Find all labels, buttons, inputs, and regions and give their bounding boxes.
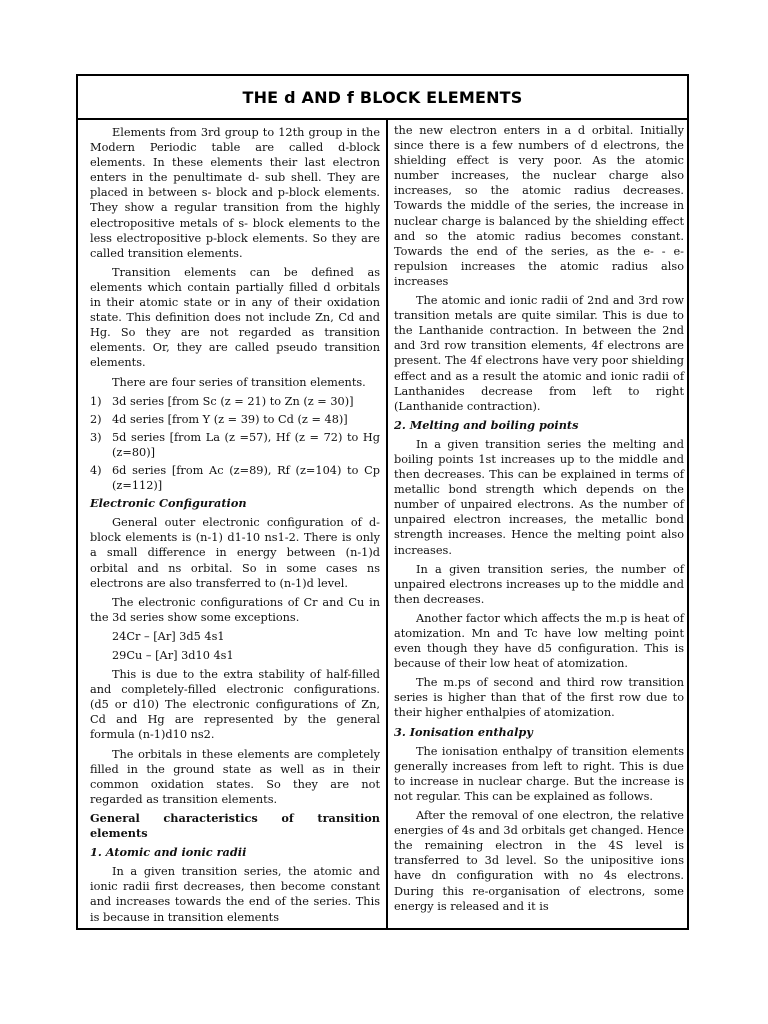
left-column xyxy=(90,125,380,929)
list-text: 5d series [from La (z =57), Hf (z = 72) to Hg (z=80)] xyxy=(112,430,380,459)
right-column xyxy=(394,123,684,918)
section-heading: Electronic Configuration xyxy=(90,496,247,511)
paragraph: General outer electronic configuration of d-block elements is (n-1) d1-10 ns1-2. There is only a small difference in energy between (n-1)d orbital and ns orbital. So in some cases ns electrons are also transferred to (n-1)d level. xyxy=(90,516,380,590)
list-number: 3) xyxy=(90,430,102,444)
section-heading: General characteristics of transition elements xyxy=(90,810,380,841)
list-item xyxy=(90,394,380,409)
title-bar xyxy=(78,76,687,120)
series-list xyxy=(90,394,380,494)
paragraph: The atomic and ionic radii of 2nd and 3rd row transition metals are quite similar. This is due to the Lanthanide contraction. In between the 2nd and 3rd row transition elements, 4f electrons are present. The 4f electrons have very poor shielding effect and as a result the atomic and ionic radii of Lanthanides decrease from left to right (Lanthanide contraction). xyxy=(394,294,684,413)
paragraph: The orbitals in these elements are completely filled in the ground state as well as in their common oxidation states. So they are not regarded as transition elements. xyxy=(90,747,380,806)
paragraph: Another factor which affects the m.p is heat of atomization. Mn and Tc have low melting point even though they have d5 configuration. This is because of their low heat of atomization. xyxy=(394,611,684,671)
list-text: 3d series [from Sc (z = 21) to Zn (z = 30)] xyxy=(112,394,354,408)
paragraph: This is due to the extra stability of half-filled and completely-filled electronic configurations. (d5 or d10) The electronic configurations of Zn, Cd and Hg are represented by the general formula (n-1)d10 ns2. xyxy=(90,668,380,742)
list-text: 6d series [from Ac (z=89), Rf (z=104) to Cp (z=112)] xyxy=(112,463,380,493)
paragraph: The m.ps of second and third row transition series is higher than that of the first row due to their higher enthalpies of atomization. xyxy=(394,676,684,720)
paragraph: the new electron enters in a d orbital. Initially since there is a few numbers of d electrons, the shielding effect is very poor. As the atomic number increases, the nuclear charge also increases, so the atomic radius decreases. Towards the middle of the series, the increase in nuclear charge is balanced by the shielding effect and so the atomic radius becomes constant. Towards the end of the series, as the e- - e- repulsion increases the atomic radius also increases xyxy=(394,124,684,288)
paragraph: Elements from 3rd group to 12th group in the Modern Periodic table are called d-block elements. In these elements their last electron enters in the penultimate d- sub shell. They are placed in between s- block and p-block elements. They show a regular transition from the highly electropositive metals of s- block elements to the less electropositive p-block elements. So they are called transition elements. xyxy=(90,126,380,260)
formula-cr: 24Cr – [Ar] 3d5 4s1 xyxy=(112,629,225,643)
paragraph: In a given transition series, the number of unpaired electrons increases up to the middle and then decreases. xyxy=(394,562,684,606)
list-text: 4d series [from Y (z = 39) to Cd (z = 48)] xyxy=(112,412,348,426)
list-item xyxy=(90,412,380,427)
list-item xyxy=(90,463,380,493)
paragraph: The electronic configurations of Cr and Cu in the 3d series show some exceptions. xyxy=(90,595,380,624)
column-divider xyxy=(386,120,388,928)
paragraph: After the removal of one electron, the relative energies of 4s and 3d orbitals get changed. Hence the remaining electron in the 4S level is transferred to 3d level. So the unipositive ions have dn configuration with no 4s electrons. During this re-organisation of electrons, some energy is released and it is xyxy=(394,809,684,913)
list-number: 2) xyxy=(90,412,102,426)
formula-cu: 29Cu – [Ar] 3d10 4s1 xyxy=(112,649,234,662)
paragraph: In a given transition series the melting and boiling points 1st increases up to the middle and then decreases. This can be explained in terms of metallic bond strength which depends on the number of unpaired electrons. As the number of unpaired electron increases, the metallic bond strength increases. Hence the melting point also increases. xyxy=(394,437,684,557)
list-number: 4) xyxy=(90,463,102,477)
subsection-heading: 2. Melting and boiling points xyxy=(394,417,579,432)
list-number: 1) xyxy=(90,394,102,408)
subsection-heading: 1. Atomic and ionic radii xyxy=(90,845,247,860)
page-title: THE d AND f BLOCK ELEMENTS xyxy=(242,87,523,107)
paragraph: There are four series of transition elements. xyxy=(112,375,366,389)
list-item xyxy=(90,430,380,460)
document-page xyxy=(76,74,689,930)
paragraph: In a given transition series, the atomic and ionic radii first decreases, then become constant and increases towards the end of the series. This is because in transition elements xyxy=(90,865,380,924)
paragraph: Transition elements can be defined as elements which contain partially filled d orbitals in their atomic state or in any of their oxidation state. This definition does not include Zn, Cd and Hg. So they are not regarded as transition elements. Or, they are called pseudo transition elements. xyxy=(90,265,380,370)
subsection-heading: 3. Ionisation enthalpy xyxy=(394,724,533,739)
paragraph: The ionisation enthalpy of transition elements generally increases from left to right. This is due to increase in nuclear charge. But the increase is not regular. This can be explained as follows. xyxy=(394,744,684,803)
